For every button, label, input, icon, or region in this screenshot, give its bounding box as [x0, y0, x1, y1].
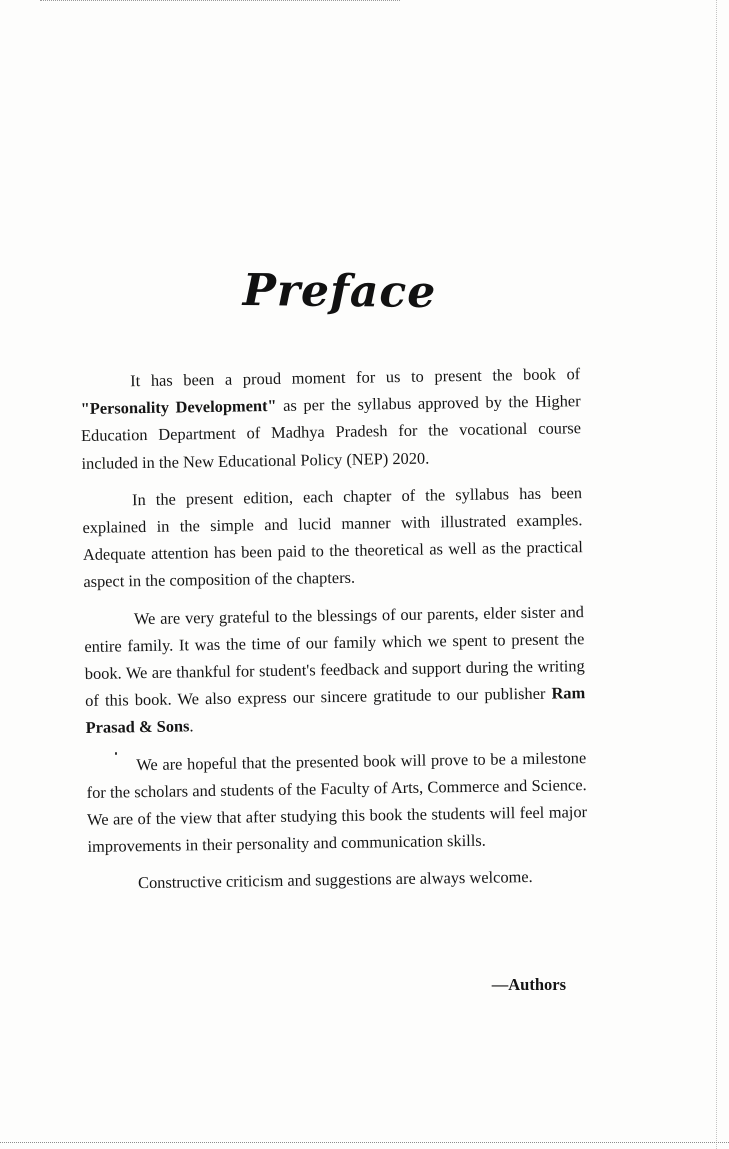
paragraph-3 [84, 598, 586, 742]
paragraph-4-text: We are hopeful that the presented book will prove to be a milestone for the scholars and students of the Faculty of Arts, Commerce and Science. We are of the view that after studying this book the students will feel major improvements in their personality and communication skills. [86, 747, 588, 857]
publisher-name-bold: Ram Prasad & Sons [85, 683, 586, 738]
paragraph-1-text-b: as per the syllabus approved by the Higher Education Department of Madhya Pradesh for the vocational course included in the New Educational Policy (NEP) 2020. [80, 391, 582, 473]
paragraph-1-text-a: It has been a proud moment for us to present the book of [130, 364, 581, 391]
paragraph-5-text: Constructive criticism and suggestions are always welcome. [137, 867, 533, 893]
book-title-bold: "Personality Development" [80, 396, 277, 419]
paragraph-1 [80, 360, 582, 477]
paragraph-3-text-a: We are very grateful to the blessings of our parents, elder sister and entire family. It was the time of our family which we spent to present the book. We are thankful for student's feedback and support during the writing of this book. We also express our sincere gratitude to our publisher [84, 601, 585, 711]
paragraph-5 [88, 863, 588, 898]
scan-edge-bottom [0, 1142, 729, 1144]
paragraph-4 [86, 744, 588, 861]
scan-edge-top [40, 0, 400, 3]
signature-authors: —Authors [491, 975, 566, 994]
preface-body [80, 360, 588, 907]
paragraph-2-text: In the present edition, each chapter of the syllabus has been explained in the simple and lucid manner with illustrated examples. Adequate attention has been paid to the theoretical as well as the practical aspect in the composition of the chapters. [82, 482, 584, 592]
paragraph-3-text-b: . [189, 716, 194, 736]
paragraph-2 [82, 479, 584, 596]
scan-edge-right [716, 0, 725, 1149]
page-title: Preface [242, 264, 437, 319]
scan-speck [115, 752, 117, 755]
